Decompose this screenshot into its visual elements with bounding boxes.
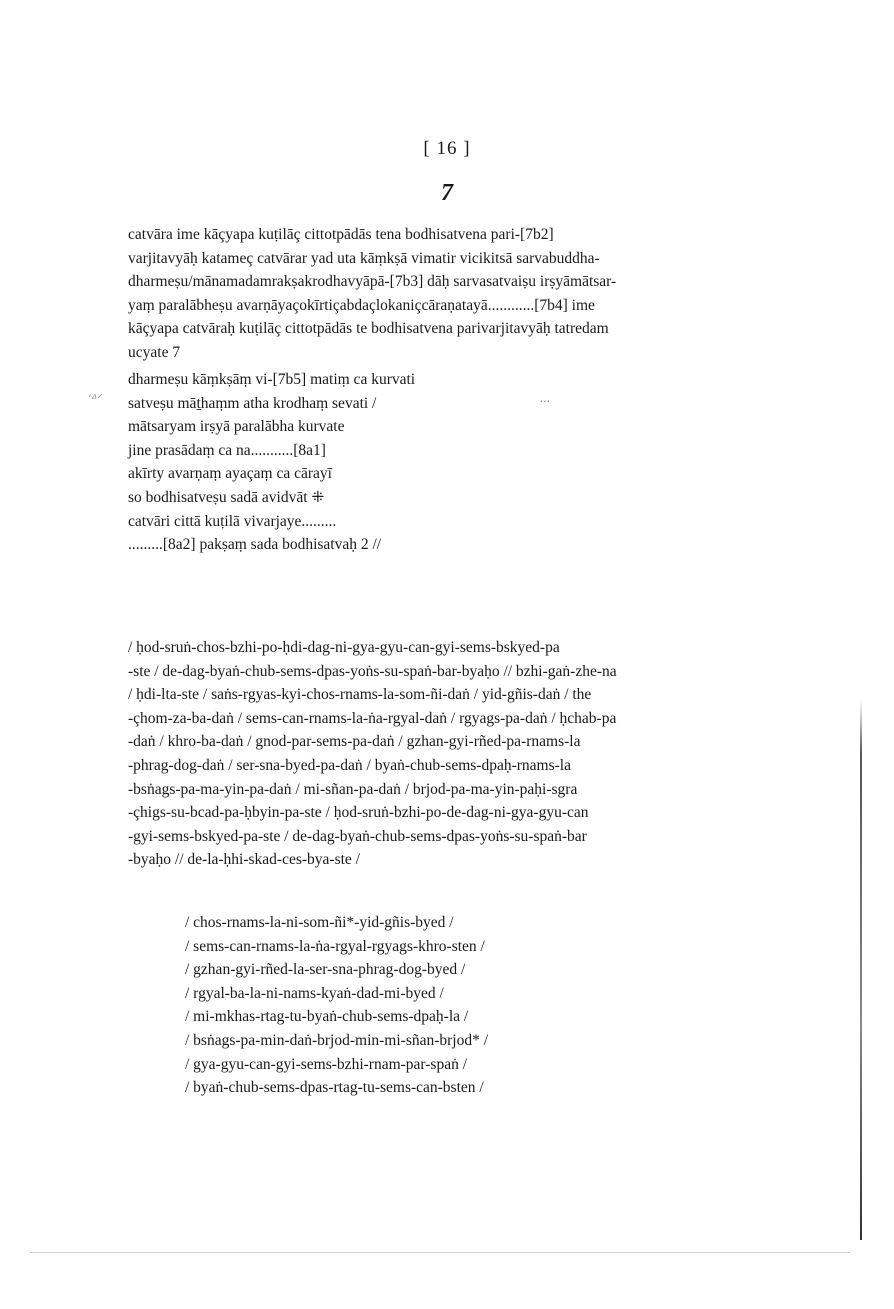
sanskrit-prose-line: dharmeṣu/mānamadamrakṣakrodhavyāpā-[7b3] dāḥ sarvasatvaiṣu irṣyāmātsar- [128, 273, 617, 291]
tibetan-prose-line: -bsṅags-pa-ma-yin-pa-daṅ / mi-sñan-pa-daṅ / brjod-pa-ma-yin-paḥi-sgra [128, 780, 578, 798]
sanskrit-prose-line: yaṃ paralābheṣu avarṇāyaçokīrtiçabdaçlokaniçcāraṇatayā............[7b4] ime [128, 296, 595, 314]
sanskrit-prose-line: varjitavyāḥ katameç catvārar yad uta kāṃkṣā vimatir vicikitsā sarvabuddha- [128, 249, 600, 267]
tibetan-prose-line: -byaḥo // de-la-ḥhi-skad-ces-bya-ste / [128, 851, 360, 869]
verse-line: satveṣu māṯhaṃm atha krodhaṃ sevati / [128, 394, 377, 412]
tibetan-prose-line: -çhigs-su-bcad-pa-ḥbyin-pa-ste / ḥod-sruṅ-bzhi-po-de-dag-ni-gya-gyu-can [128, 804, 589, 822]
tibetan-verse-line: / rgyal-ba-la-ni-nams-kyaṅ-dad-mi-byed / [185, 984, 444, 1002]
tibetan-verse-line: / mi-mkhas-rtag-tu-byaṅ-chub-sems-dpaḥ-la / [185, 1008, 469, 1026]
scan-right-edge [860, 700, 862, 1240]
verse-line: so bodhisatveṣu sadā avidvāt ⁜ [128, 488, 325, 506]
tibetan-prose-block [128, 636, 808, 872]
tibetan-prose-line: -gyi-sems-bskyed-pa-ste / de-dag-byaṅ-chub-sems-dpas-yoṅs-su-spaṅ-bar [128, 827, 587, 845]
sanskrit-prose-line: ucyate 7 [128, 343, 181, 361]
tibetan-verse-line: / chos-rnams-la-ni-som-ñi*-yid-gñis-byed / [185, 914, 454, 931]
tibetan-prose-line: -daṅ / khro-ba-daṅ / gnod-par-sems-pa-daṅ / gzhan-gyi-rñed-pa-rnams-la [128, 733, 581, 751]
tibetan-verse-line: / byaṅ-chub-sems-dpas-rtag-tu-sems-can-bsten / [185, 1079, 484, 1097]
verse-line: .........[8a2] pakṣaṃ sada bodhisatvaḥ 2 // [128, 536, 382, 554]
sanskrit-prose-line: catvāra ime kāçyapa kuṭilāç cittotpādās tena bodhisatvena pari-[7b2] [128, 226, 554, 243]
tibetan-prose-line: / ḥdi-lta-ste / saṅs-rgyas-kyi-chos-rnams-la-som-ñi-daṅ / yid-gñis-daṅ / the [128, 686, 592, 704]
tibetan-prose-line: -phrag-dog-daṅ / ser-sna-byed-pa-daṅ / byaṅ-chub-sems-dpaḥ-rnams-la [128, 756, 571, 774]
tibetan-prose-line: / ḥod-sruṅ-chos-bzhi-po-ḥdi-dag-ni-gya-gyu-can-gyi-sems-bskyed-pa [128, 639, 560, 656]
verse-line: akīrty avarṇaṃ ayaçaṃ ca cārayī [128, 465, 332, 483]
sanskrit-verse-block [128, 368, 798, 557]
scan-bottom-rule [30, 1252, 850, 1253]
sanskrit-prose-line: kāçyapa catvāraḥ kuṭilāç cittotpādās te bodhisatvena parivarjitavyāḥ tatredam [128, 320, 609, 338]
verse-line: dharmeṣu kāṃkṣāṃ vi-[7b5] matiṃ ca kurvati [128, 371, 416, 388]
tibetan-verse-line: / bsṅags-pa-min-daṅ-brjod-min-mi-sñan-brjod* / [185, 1031, 489, 1049]
tibetan-verse-block [185, 911, 855, 1100]
tibetan-prose-line: -çhom-za-ba-daṅ / sems-can-rnams-la-ṅa-rgyal-daṅ / rgyags-pa-daṅ / ḥchab-pa [128, 709, 617, 727]
page-number: [ 16 ] [423, 138, 471, 159]
section-number: 7 [441, 180, 453, 206]
tibetan-verse-line: / sems-can-rnams-la-ṅa-rgyal-rgyags-khro-sten / [185, 937, 485, 955]
sanskrit-prose-block [128, 223, 798, 365]
verse-line: catvāri cittā kuṭilā vivarjaye......... [128, 512, 337, 530]
margin-note-right: ... [540, 392, 551, 405]
tibetan-verse-line: / gzhan-gyi-rñed-la-ser-sna-phrag-dog-byed / [185, 961, 466, 979]
tibetan-verse-line: / gya-gyu-can-gyi-sems-bzhi-rnam-par-spaṅ / [185, 1055, 468, 1073]
tibetan-prose-line: -ste / de-dag-byaṅ-chub-sems-dpas-yoṅs-su-spaṅ-bar-byaḥo // bzhi-gaṅ-zhe-na [128, 662, 617, 680]
verse-line: mātsaryam irṣyā paralābha kurvate [128, 418, 345, 436]
margin-note-left: ʼᐞᐟ [88, 392, 103, 405]
verse-line: jine prasādaṃ ca na...........[8a1] [128, 441, 326, 459]
